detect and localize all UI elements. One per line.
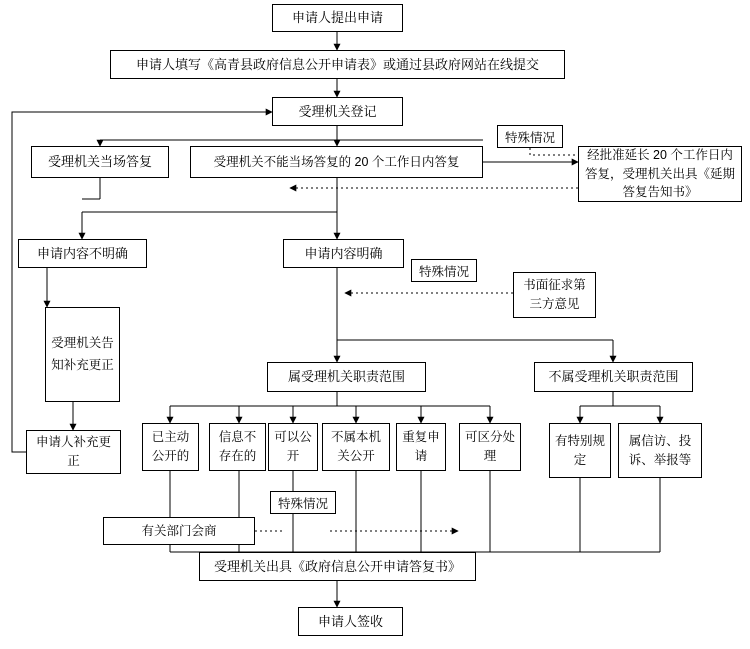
label-special-case-consult: 特殊情况 bbox=[270, 491, 336, 514]
node-already-disclosed[interactable]: 已主动公开的 bbox=[142, 423, 199, 471]
node-not-this-agency-disclosure[interactable]: 不属本机关公开 bbox=[322, 423, 390, 471]
node-content-unclear[interactable]: 申请内容不明确 bbox=[18, 239, 147, 268]
node-applicant-submits[interactable]: 申请人提出申请 bbox=[272, 4, 403, 32]
node-agency-registration[interactable]: 受理机关登记 bbox=[272, 97, 403, 126]
node-info-not-exist[interactable]: 信息不存在的 bbox=[209, 423, 266, 471]
node-issue-reply-document[interactable]: 受理机关出具《政府信息公开申请答复书》 bbox=[199, 552, 476, 581]
node-extended-20-days-notice[interactable]: 经批准延长 20 个工作日内答复，受理机关出具《延期答复告知书》 bbox=[578, 146, 742, 202]
node-onsite-reply[interactable]: 受理机关当场答复 bbox=[31, 146, 169, 178]
node-third-party-opinion[interactable]: 书面征求第三方意见 bbox=[513, 272, 596, 318]
node-special-provisions[interactable]: 有特别规定 bbox=[549, 423, 611, 478]
node-fill-application-form[interactable]: 申请人填写《高青县政府信息公开申请表》或通过县政府网站在线提交 bbox=[110, 50, 565, 79]
node-separable-handling[interactable]: 可区分处理 bbox=[459, 423, 521, 471]
node-outside-agency-duty[interactable]: 不属受理机关职责范围 bbox=[534, 362, 693, 392]
label-special-case-third-party: 特殊情况 bbox=[411, 259, 477, 282]
node-within-agency-duty[interactable]: 属受理机关职责范围 bbox=[267, 362, 426, 392]
node-duplicate-application[interactable]: 重复申请 bbox=[396, 423, 446, 471]
node-notify-supplement-correction[interactable]: 受理机关告知补充更正 bbox=[45, 307, 120, 402]
node-applicant-receipt[interactable]: 申请人签收 bbox=[298, 607, 403, 636]
node-applicant-supplement[interactable]: 申请人补充更正 bbox=[26, 430, 121, 474]
node-consult-departments[interactable]: 有关部门会商 bbox=[103, 517, 255, 545]
node-content-clear[interactable]: 申请内容明确 bbox=[283, 239, 404, 268]
node-petition-complaint-report[interactable]: 属信访、投诉、举报等 bbox=[618, 423, 702, 478]
node-can-disclose[interactable]: 可以公开 bbox=[268, 423, 318, 471]
node-reply-within-20-days[interactable]: 受理机关不能当场答复的 20 个工作日内答复 bbox=[190, 146, 483, 178]
label-special-case-extension: 特殊情况 bbox=[497, 125, 563, 148]
